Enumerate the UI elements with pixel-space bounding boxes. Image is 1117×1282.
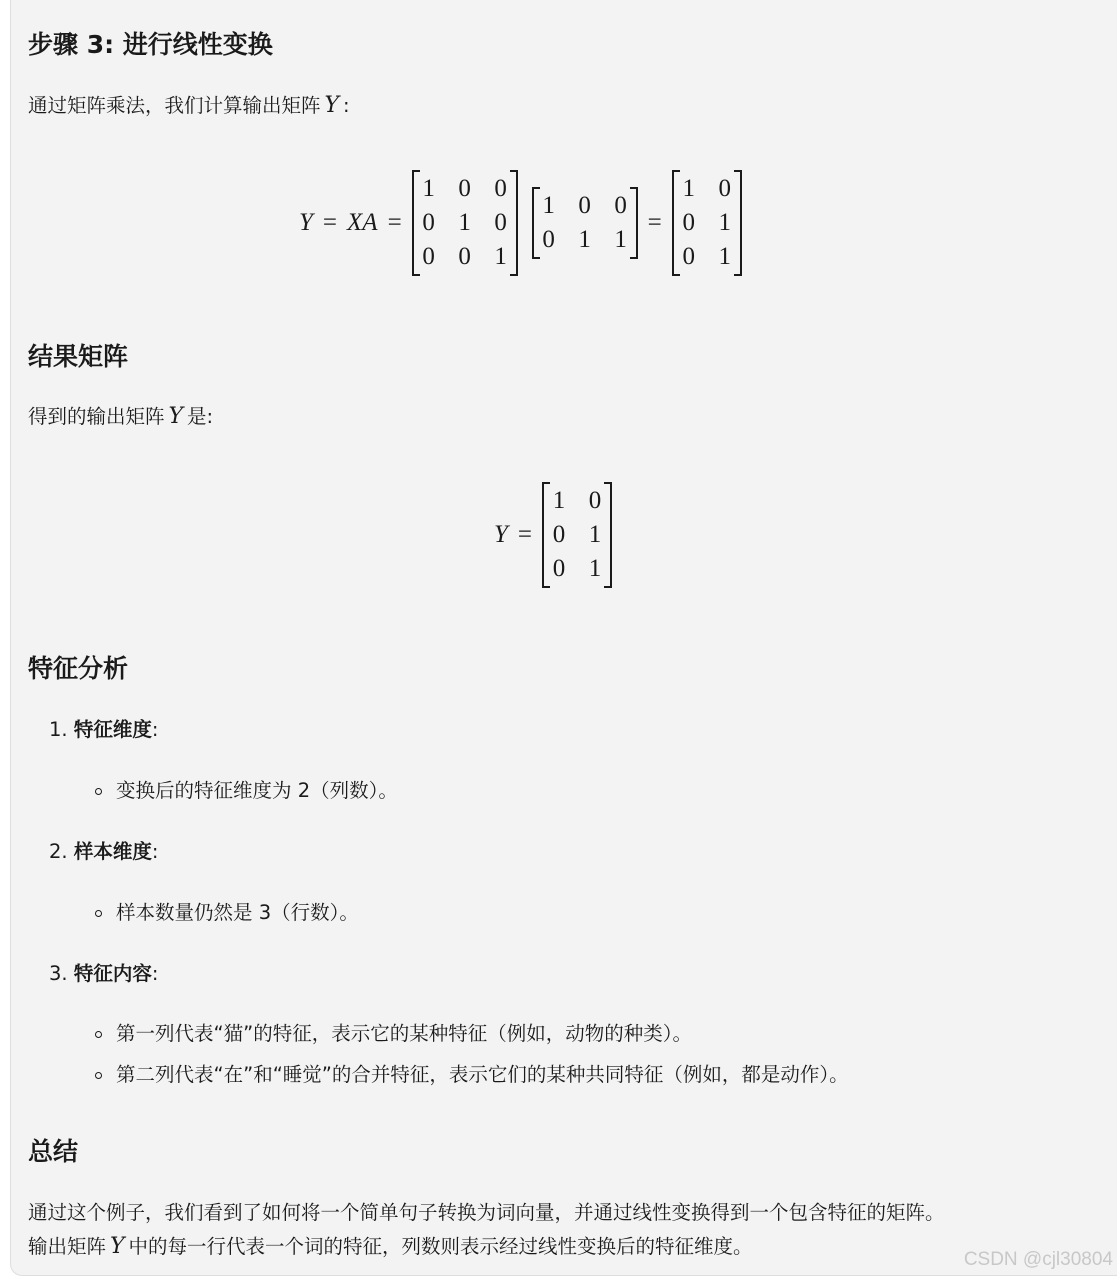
result-eq-lhs: Y xyxy=(494,521,508,548)
item-colon: : xyxy=(151,962,159,985)
matrix-cell: 0 xyxy=(494,175,507,202)
analysis-item-3-bullet-2 xyxy=(95,1060,849,1090)
item-title: 特征维度 xyxy=(73,718,152,741)
content-card xyxy=(10,0,1117,1276)
result-heading: 结果矩阵 xyxy=(28,342,129,371)
matrix-cell: 0 xyxy=(682,209,696,236)
step3-intro-colon: : xyxy=(343,94,350,117)
result-eq-sign: = xyxy=(517,521,533,548)
analysis-item-1 xyxy=(49,715,158,745)
matrix-cell: 0 xyxy=(614,192,627,219)
matrix-a xyxy=(532,187,638,259)
matrix-cell: 0 xyxy=(422,243,435,270)
item-colon: : xyxy=(151,718,159,741)
item-number: 2. xyxy=(49,840,68,863)
bullet-circle-icon xyxy=(95,1031,102,1038)
eq-sign-1: = xyxy=(322,209,338,236)
analysis-item-3 xyxy=(49,959,158,989)
matrix-cell: 0 xyxy=(718,175,732,202)
step3-heading: 步骤 3: 进行线性变换 xyxy=(28,30,273,59)
result-intro-text: 得到的输出矩阵 xyxy=(28,405,165,428)
summary-line-2 xyxy=(28,1232,753,1262)
matrix-cell: 0 xyxy=(458,175,471,202)
matrix-cell: 0 xyxy=(578,192,591,219)
summary-line-2-rest: 中的每一行代表一个词的特征，列数则表示经过线性变换后的特征维度。 xyxy=(128,1235,753,1258)
bullet-text: 第一列代表“猫”的特征，表示它的某种特征（例如，动物的种类）。 xyxy=(116,1022,692,1045)
matrix-cell: 0 xyxy=(422,209,435,236)
matrix-cell: 1 xyxy=(552,487,566,514)
item-number: 3. xyxy=(49,962,68,985)
matrix-cell: 1 xyxy=(682,175,696,202)
step3-intro-text: 通过矩阵乘法，我们计算输出矩阵 xyxy=(28,94,321,117)
analysis-item-2-bullet xyxy=(95,898,359,928)
result-intro-var: Y xyxy=(168,404,184,429)
result-intro-suffix: 是: xyxy=(187,405,214,428)
matrix-x xyxy=(412,170,518,276)
analysis-item-1-bullet xyxy=(95,776,398,806)
summary-line-2-text: 输出矩阵 xyxy=(28,1235,107,1258)
matrix-cell: 0 xyxy=(542,226,555,253)
bullet-text: 变换后的特征维度为 2（列数）。 xyxy=(116,779,398,802)
bullet-text: 第二列代表“在”和“睡觉”的合并特征，表示它们的某种共同特征（例如，都是动作）。 xyxy=(116,1063,849,1086)
watermark: CSDN @cjl30804 xyxy=(963,1249,1113,1270)
matrix-cell: 1 xyxy=(718,209,732,236)
analysis-heading: 特征分析 xyxy=(28,654,129,683)
matrix-cell: 0 xyxy=(458,243,471,270)
matrix-cell: 1 xyxy=(542,192,555,219)
step3-equation xyxy=(299,170,742,276)
matrix-cell: 1 xyxy=(578,226,591,253)
matrix-cell: 1 xyxy=(614,226,627,253)
result-intro xyxy=(28,402,213,432)
summary-heading: 总结 xyxy=(28,1137,79,1166)
step3-intro xyxy=(28,91,350,121)
eq-lhs: Y xyxy=(299,209,313,236)
matrix-cell: 0 xyxy=(588,487,602,514)
summary-line-1: 通过这个例子，我们看到了如何将一个简单句子转换为词向量，并通过线性变换得到一个包含特征的矩阵。 xyxy=(28,1201,945,1224)
matrix-cell: 1 xyxy=(718,243,732,270)
bullet-text: 样本数量仍然是 3（行数）。 xyxy=(116,901,359,924)
bullet-circle-icon xyxy=(95,1072,102,1079)
matrix-y xyxy=(672,170,742,276)
matrix-cell: 1 xyxy=(588,521,602,548)
analysis-item-3-bullet-1 xyxy=(95,1019,692,1049)
summary-line-2-var: Y xyxy=(110,1234,125,1259)
matrix-cell: 1 xyxy=(588,555,602,582)
matrix-cell: 1 xyxy=(422,175,435,202)
matrix-cell: 0 xyxy=(552,521,566,548)
item-title: 样本维度 xyxy=(73,840,152,863)
result-matrix-y xyxy=(542,482,612,588)
step3-intro-var: Y xyxy=(324,93,340,118)
eq-sign-3: = xyxy=(647,209,662,236)
matrix-cell: 0 xyxy=(552,555,566,582)
matrix-cell: 0 xyxy=(682,243,696,270)
bullet-circle-icon xyxy=(95,910,102,917)
matrix-cell: 0 xyxy=(494,209,507,236)
item-colon: : xyxy=(151,840,159,863)
matrix-cell: 1 xyxy=(458,209,471,236)
eq-sign-2: = xyxy=(387,209,402,236)
result-equation xyxy=(494,482,612,588)
matrix-cell: 1 xyxy=(494,243,507,270)
eq-xa: XA xyxy=(347,209,378,236)
analysis-item-2 xyxy=(49,837,158,867)
item-title: 特征内容 xyxy=(73,962,152,985)
bullet-circle-icon xyxy=(95,788,102,795)
item-number: 1. xyxy=(49,718,68,741)
